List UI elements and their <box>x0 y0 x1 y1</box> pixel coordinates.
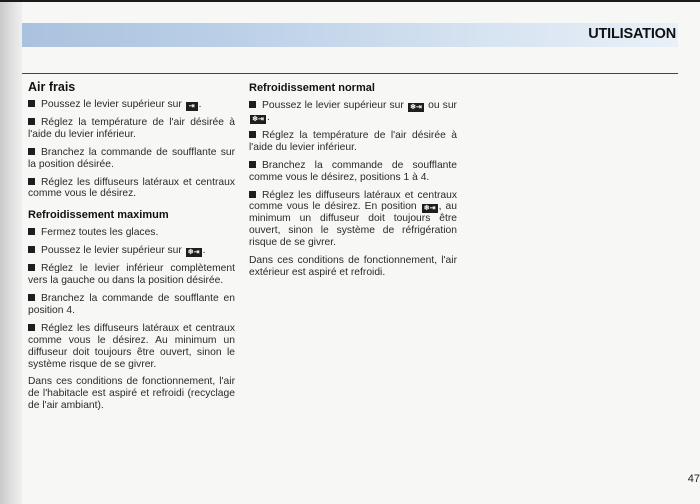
bullet-icon <box>249 161 256 168</box>
list-item: Réglez les diffuseurs latéraux et centraux comme vous le désirez. <box>28 176 235 200</box>
bullet-icon <box>28 294 35 301</box>
list-item: Réglez les diffuseurs latéraux et centraux comme vous le désirez. En position ❄⇥ , au minimum un diffuseur doit toujours être ouvert, sinon le système de réfrigération risque de se givrer. <box>249 189 457 249</box>
header-rule <box>22 73 678 74</box>
list-item: Branchez la commande de soufflante en position 4. <box>28 292 235 316</box>
bullet-icon <box>28 148 35 155</box>
bullet-icon <box>28 100 35 107</box>
bullet-icon <box>28 246 35 253</box>
bullet-icon <box>28 118 35 125</box>
bullet-icon <box>28 228 35 235</box>
list-item: Branchez la commande de soufflante comme vous le désirez, positions 1 à 4. <box>249 159 457 183</box>
bullet-icon <box>249 191 256 198</box>
list-item: Poussez le levier supérieur sur ❄⇥ ou sur ❄⇥ . <box>249 100 457 124</box>
list-item: Branchez la commande de soufflante sur la position désirée. <box>28 146 235 170</box>
bullet-icon <box>249 131 256 138</box>
cooling-lever-icon: ❄⇥ <box>186 248 202 257</box>
bullet-icon <box>28 178 35 185</box>
page-number: 47 <box>687 473 700 485</box>
bullet-icon <box>249 101 256 108</box>
list-item: Réglez le levier inférieur complètement vers la gauche ou dans la position désirée. <box>28 263 235 287</box>
cooling-lever-alt-icon: ❄⇥ <box>250 115 266 124</box>
list-item: Poussez le levier supérieur sur ⇥ . <box>28 99 235 111</box>
list-item: Réglez la température de l'air désirée à l'aide du levier inférieur. <box>249 129 457 153</box>
section-title: UTILISATION <box>588 26 676 42</box>
note-paragraph: Dans ces conditions de fonctionnement, l'air de l'habitacle est aspiré et refroidi (recyclage de l'air ambiant). <box>28 376 235 412</box>
list-item: Fermez toutes les glaces. <box>28 227 235 239</box>
bullet-icon <box>28 324 35 331</box>
cooling-lever-icon: ❄⇥ <box>422 204 438 213</box>
binding-edge <box>0 2 22 504</box>
fresh-air-lever-icon: ⇥ <box>186 102 198 111</box>
header-band <box>22 23 678 47</box>
left-column <box>28 82 235 418</box>
list-item: Réglez les diffuseurs latéraux et centraux comme vous le désirez. Au minimum un diffuseur doit toujours être ouvert, sinon le système risque de se givrer. <box>28 322 235 370</box>
bullet-icon <box>28 264 35 271</box>
cooling-lever-icon: ❄⇥ <box>408 103 424 112</box>
heading-refroidissement-maximum: Refroidissement maximum <box>28 209 169 222</box>
list-item: Réglez la température de l'air désirée à l'aide du levier inférieur. <box>28 116 235 140</box>
heading-refroidissement-normal: Refroidissement normal <box>249 82 375 94</box>
heading-air-frais: Air frais <box>28 80 76 94</box>
right-column <box>249 83 457 285</box>
note-paragraph: Dans ces conditions de fonctionnement, l'air extérieur est aspiré et refroidi. <box>249 255 457 279</box>
list-item: Poussez le levier supérieur sur ❄⇥ . <box>28 245 235 257</box>
top-rule <box>0 0 700 2</box>
